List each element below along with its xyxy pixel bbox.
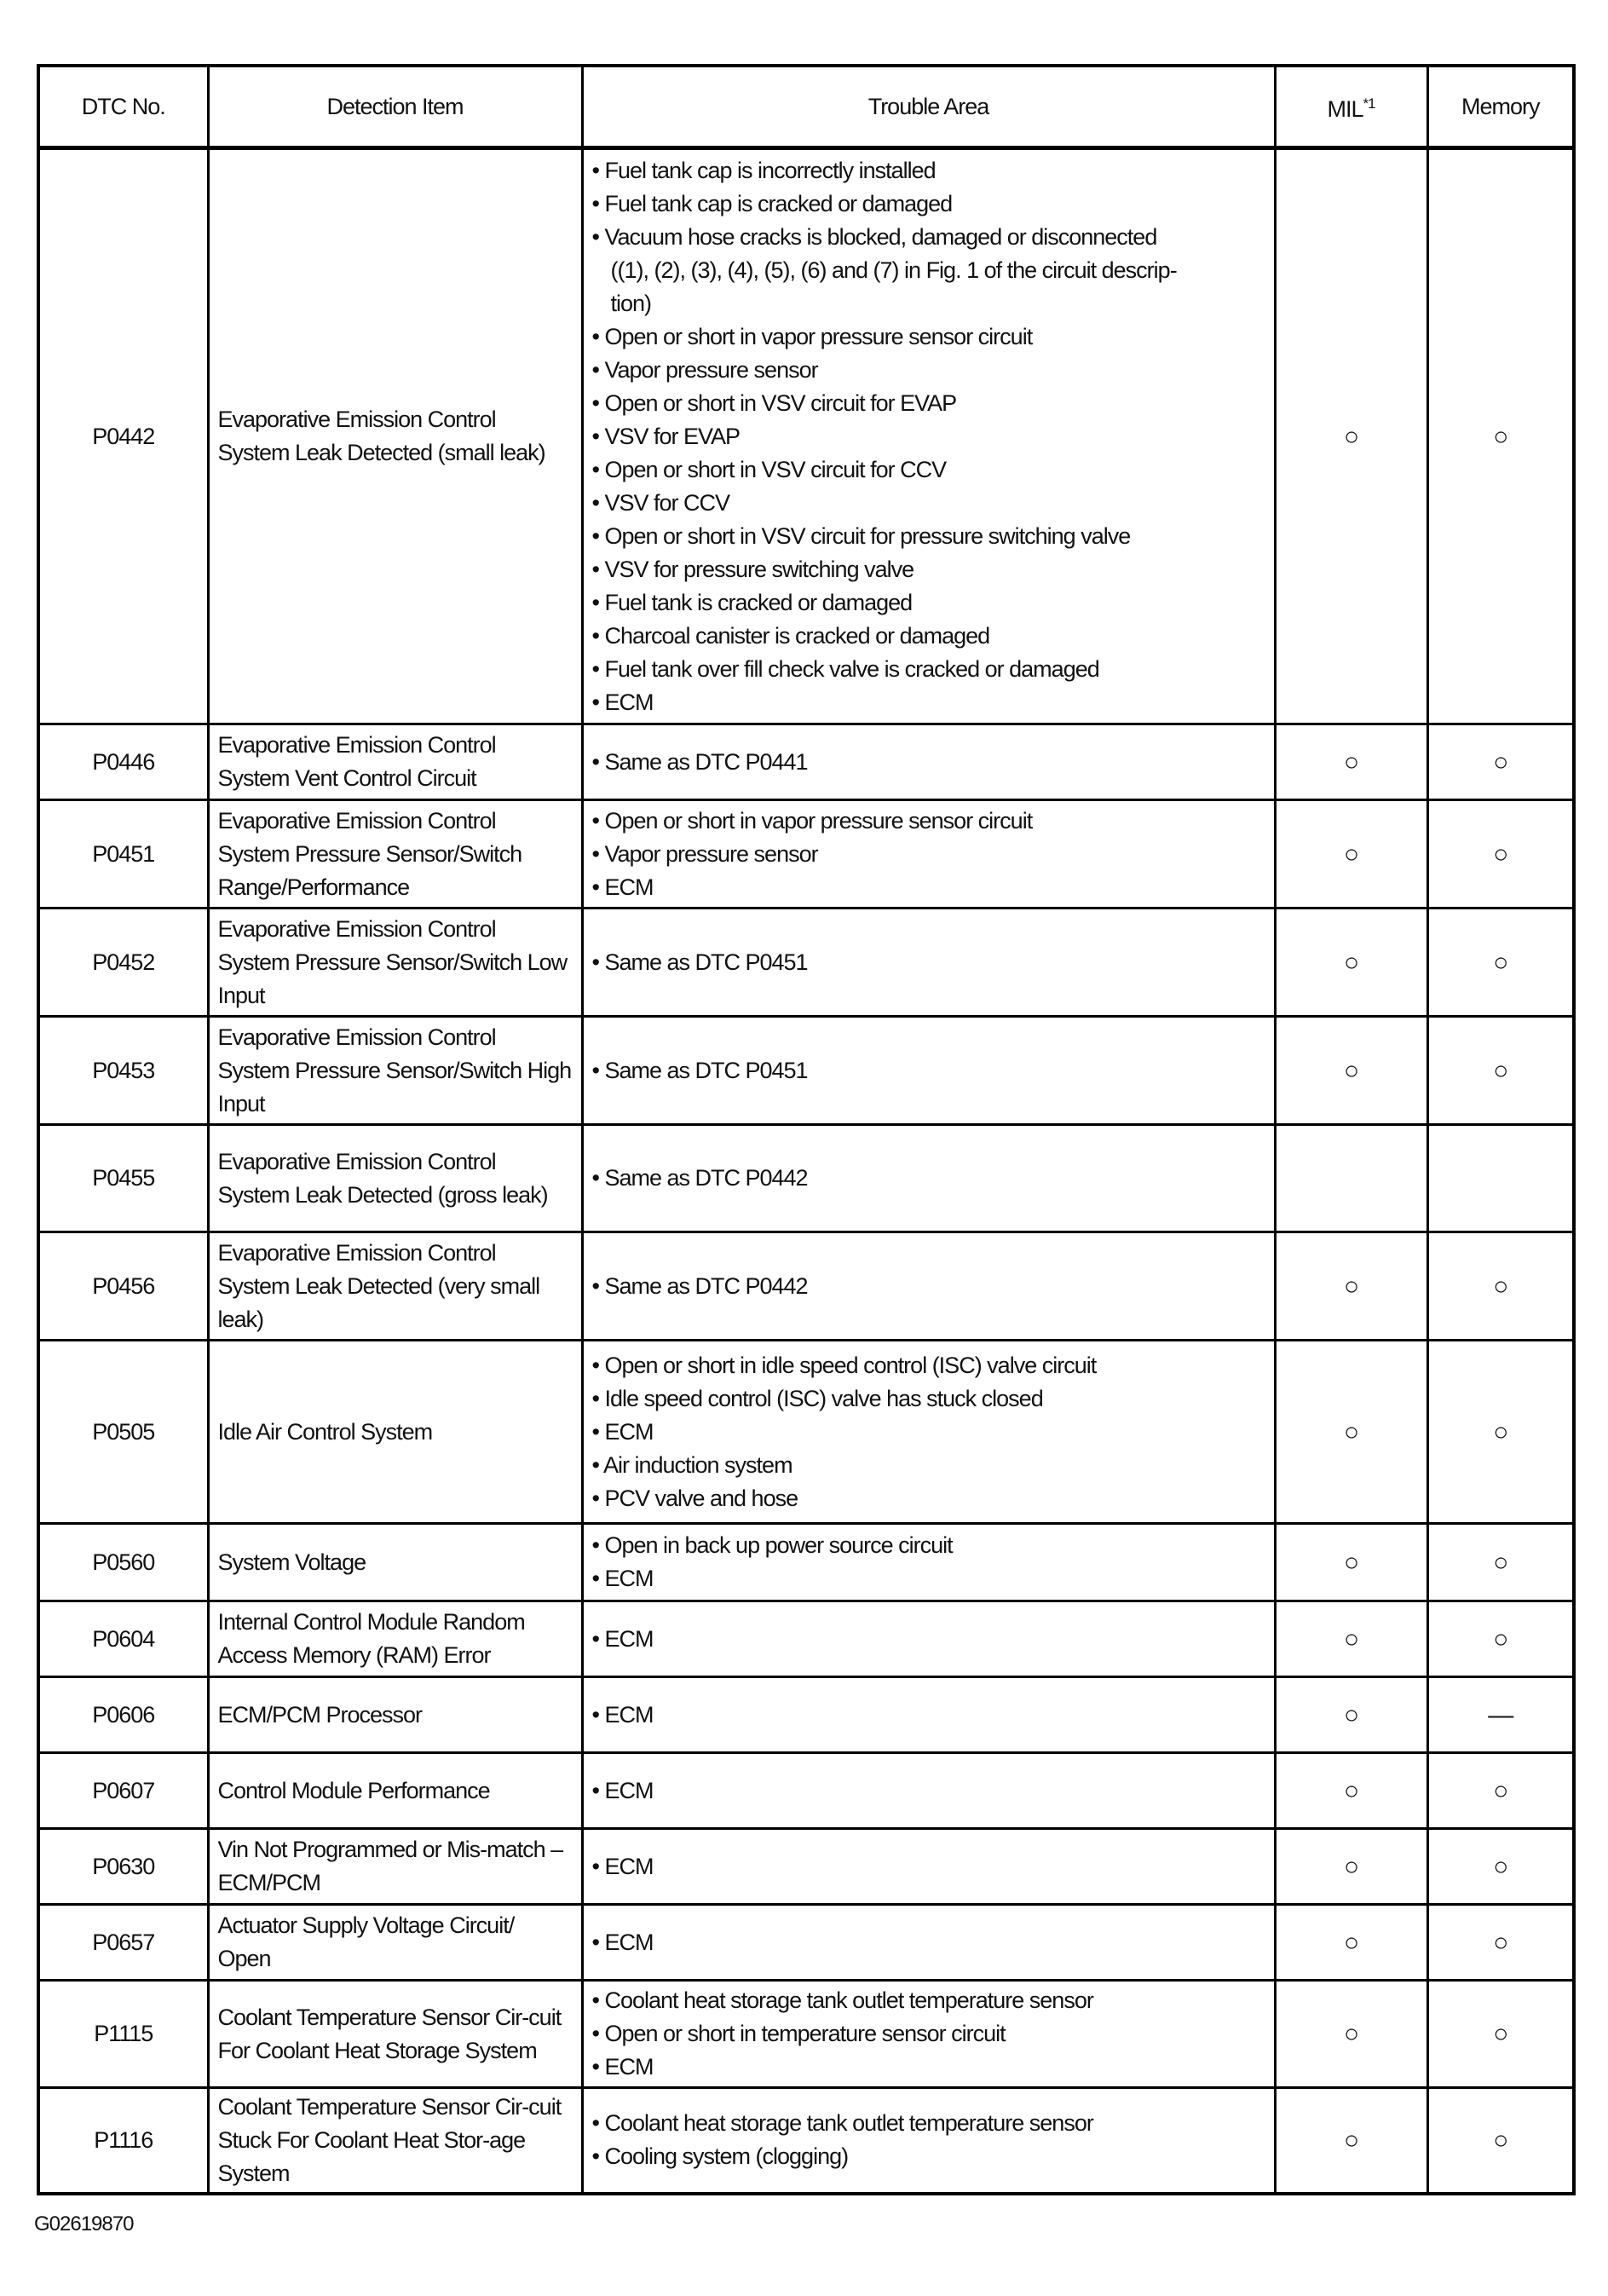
mil-status: ○: [1275, 1601, 1427, 1677]
dtc-code: P0442: [38, 148, 208, 724]
dtc-table: [37, 64, 1576, 2195]
detection-item: Control Module Performance: [208, 1753, 582, 1829]
trouble-item: • Fuel tank cap is cracked or damaged: [591, 190, 953, 216]
trouble-item: • ECM: [591, 874, 654, 900]
figure-id: G02619870: [34, 2212, 134, 2235]
trouble-item: • ECM: [591, 1625, 654, 1652]
detection-item: Evaporative Emission Control System Leak Detected (small leak): [208, 148, 582, 724]
table-row: [38, 1601, 1574, 1677]
header-trouble: Trouble Area: [582, 66, 1275, 148]
dtc-code: P1116: [38, 2088, 208, 2194]
dtc-code: P0630: [38, 1829, 208, 1905]
trouble-area: [582, 1753, 1275, 1829]
dtc-code: P1115: [38, 1981, 208, 2088]
trouble-item: • Fuel tank is cracked or damaged: [591, 589, 913, 615]
memory-status: ○: [1427, 1905, 1574, 1981]
trouble-item: • VSV for CCV: [591, 489, 729, 516]
memory-status: ○: [1427, 148, 1574, 724]
dtc-code: P0560: [38, 1524, 208, 1601]
memory-status: ○: [1427, 1829, 1574, 1905]
detection-item: Evaporative Emission Control System Pressure Sensor/Switch High Input: [208, 1017, 582, 1125]
trouble-item: • Vapor pressure sensor: [591, 356, 818, 383]
trouble-item: • Charcoal canister is cracked or damaged: [591, 622, 990, 649]
memory-status: ○: [1427, 1981, 1574, 2088]
mil-status: ○: [1275, 2088, 1427, 2194]
trouble-item: • ECM: [591, 1929, 654, 1955]
trouble-area: [582, 1341, 1275, 1524]
memory-status: ○: [1427, 1753, 1574, 1829]
trouble-item: • ECM: [591, 1853, 654, 1879]
trouble-item: • Same as DTC P0442: [591, 1272, 808, 1299]
trouble-item: • PCV valve and hose: [591, 1485, 798, 1511]
mil-status: ○: [1275, 148, 1427, 724]
trouble-item: • Same as DTC P0441: [591, 748, 808, 775]
detection-item: Internal Control Module Random Access Memory (RAM) Error: [208, 1601, 582, 1677]
trouble-item: • ECM: [591, 1701, 654, 1728]
memory-status: [1427, 1125, 1574, 1232]
header-detection: Detection Item: [208, 66, 582, 148]
trouble-item: • Same as DTC P0451: [591, 1057, 808, 1083]
memory-status: ○: [1427, 1341, 1574, 1524]
trouble-item: • Open or short in temperature sensor circuit: [591, 2021, 1006, 2046]
trouble-area: [582, 148, 1275, 724]
mil-status: ○: [1275, 1017, 1427, 1125]
trouble-item: • Same as DTC P0442: [591, 1165, 808, 1191]
trouble-item: • Open or short in VSV circuit for EVAP: [591, 389, 957, 416]
detection-item: ECM/PCM Processor: [208, 1677, 582, 1753]
table-row: [38, 800, 1574, 909]
memory-status: ○: [1427, 1017, 1574, 1125]
trouble-item: • ECM: [591, 1777, 654, 1803]
dtc-code: P0505: [38, 1341, 208, 1524]
trouble-item: tion): [610, 290, 652, 316]
trouble-item: • VSV for EVAP: [591, 423, 741, 449]
trouble-item: • Open or short in VSV circuit for pressure switching valve: [591, 522, 1131, 549]
trouble-area: [582, 1601, 1275, 1677]
trouble-item: • Open or short in vapor pressure sensor circuit: [591, 323, 1033, 349]
trouble-area: [582, 800, 1275, 909]
dtc-code: P0456: [38, 1232, 208, 1341]
table-row: [38, 1829, 1574, 1905]
table-row: [38, 2088, 1574, 2194]
trouble-item: • ECM: [591, 2054, 654, 2080]
mil-status: ○: [1275, 1753, 1427, 1829]
dtc-code: P0453: [38, 1017, 208, 1125]
dtc-code: P0451: [38, 800, 208, 909]
mil-status: ○: [1275, 1524, 1427, 1601]
mil-status: ○: [1275, 909, 1427, 1017]
table-row: [38, 148, 1574, 724]
trouble-item: • Open or short in idle speed control (ISC) valve circuit: [591, 1352, 1097, 1378]
mil-status: [1275, 1125, 1427, 1232]
mil-status: ○: [1275, 1981, 1427, 2088]
memory-status: ○: [1427, 800, 1574, 909]
trouble-item: • Vapor pressure sensor: [591, 840, 818, 867]
trouble-area: [582, 1125, 1275, 1232]
table-row: [38, 909, 1574, 1017]
trouble-item: • Coolant heat storage tank outlet temperature sensor: [591, 2110, 1093, 2137]
trouble-item: • ECM: [591, 1418, 654, 1445]
trouble-item: • Air induction system: [591, 1451, 792, 1478]
memory-status: ○: [1427, 2088, 1574, 2194]
detection-item: Vin Not Programmed or Mis-match – ECM/PCM: [208, 1829, 582, 1905]
memory-status: ○: [1427, 1601, 1574, 1677]
dtc-code: P0604: [38, 1601, 208, 1677]
table-row: [38, 724, 1574, 800]
trouble-area: [582, 1524, 1275, 1601]
trouble-area: [582, 2088, 1275, 2194]
detection-item: Evaporative Emission Control System Pressure Sensor/Switch Range/Performance: [208, 800, 582, 909]
trouble-area: [582, 1017, 1275, 1125]
mil-status: ○: [1275, 1341, 1427, 1524]
mil-status: ○: [1275, 1677, 1427, 1753]
trouble-item: • VSV for pressure switching valve: [591, 556, 914, 582]
trouble-area: [582, 724, 1275, 800]
table-row: [38, 1981, 1574, 2088]
dtc-code: P0657: [38, 1905, 208, 1981]
detection-item: Evaporative Emission Control System Leak Detected (very small leak): [208, 1232, 582, 1341]
trouble-item: • Same as DTC P0451: [591, 949, 808, 975]
trouble-item: • Fuel tank over fill check valve is cracked or damaged: [591, 655, 1099, 682]
memory-status: ○: [1427, 1232, 1574, 1341]
detection-item: Coolant Temperature Sensor Cir-cuit Stuck For Coolant Heat Stor-age System: [208, 2088, 582, 2194]
trouble-item: • Open or short in VSV circuit for CCV: [591, 456, 947, 482]
memory-status: ○: [1427, 1524, 1574, 1601]
trouble-area: [582, 1905, 1275, 1981]
trouble-item: • Vacuum hose cracks is blocked, damaged or disconnected: [591, 223, 1157, 250]
dtc-code: P0606: [38, 1677, 208, 1753]
trouble-area: [582, 1829, 1275, 1905]
mil-status: ○: [1275, 800, 1427, 909]
dtc-code: P0446: [38, 724, 208, 800]
dtc-code: P0455: [38, 1125, 208, 1232]
header-dtc: DTC No.: [38, 66, 208, 148]
memory-status: ○: [1427, 909, 1574, 1017]
trouble-item: • Open or short in vapor pressure sensor circuit: [591, 807, 1033, 834]
trouble-item: • Cooling system (clogging): [591, 2143, 849, 2170]
trouble-item: • ECM: [591, 1566, 654, 1591]
table-row: [38, 1125, 1574, 1232]
trouble-item: • Coolant heat storage tank outlet temperature sensor: [591, 1987, 1093, 2013]
detection-item: System Voltage: [208, 1524, 582, 1601]
dtc-code: P0452: [38, 909, 208, 1017]
trouble-item: ((1), (2), (3), (4), (5), (6) and (7) in Fig. 1 of the circuit descrip-: [610, 257, 1177, 283]
trouble-item: • ECM: [591, 689, 654, 715]
detection-item: Actuator Supply Voltage Circuit/ Open: [208, 1905, 582, 1981]
header-mil-label: MIL: [1327, 96, 1363, 122]
trouble-item: • Fuel tank cap is incorrectly installed: [591, 157, 936, 183]
detection-item: Evaporative Emission Control System Vent Control Circuit: [208, 724, 582, 800]
header-memory: Memory: [1427, 66, 1574, 148]
trouble-area: [582, 1677, 1275, 1753]
mil-footnote: *1: [1363, 95, 1375, 112]
mil-status: ○: [1275, 1829, 1427, 1905]
trouble-item: • Open in back up power source circuit: [591, 1532, 953, 1558]
mil-status: ○: [1275, 1905, 1427, 1981]
table-row: [38, 1753, 1574, 1829]
header-row: [38, 66, 1574, 148]
detection-item: Evaporative Emission Control System Leak Detected (gross leak): [208, 1125, 582, 1232]
table-row: [38, 1341, 1574, 1524]
table-row: [38, 1677, 1574, 1753]
mil-status: ○: [1275, 1232, 1427, 1341]
detection-item: Idle Air Control System: [208, 1341, 582, 1524]
detection-item: Coolant Temperature Sensor Cir-cuit For Coolant Heat Storage System: [208, 1981, 582, 2088]
table-row: [38, 1017, 1574, 1125]
header-mil: [1275, 66, 1427, 148]
dtc-code: P0607: [38, 1753, 208, 1829]
mil-status: ○: [1275, 724, 1427, 800]
table-row: [38, 1232, 1574, 1341]
trouble-item: • Idle speed control (ISC) valve has stuck closed: [591, 1385, 1043, 1411]
memory-status: —: [1427, 1677, 1574, 1753]
detection-item: Evaporative Emission Control System Pressure Sensor/Switch Low Input: [208, 909, 582, 1017]
trouble-area: [582, 1232, 1275, 1341]
trouble-area: [582, 1981, 1275, 2088]
memory-status: ○: [1427, 724, 1574, 800]
table-row: [38, 1524, 1574, 1601]
trouble-area: [582, 909, 1275, 1017]
table-row: [38, 1905, 1574, 1981]
